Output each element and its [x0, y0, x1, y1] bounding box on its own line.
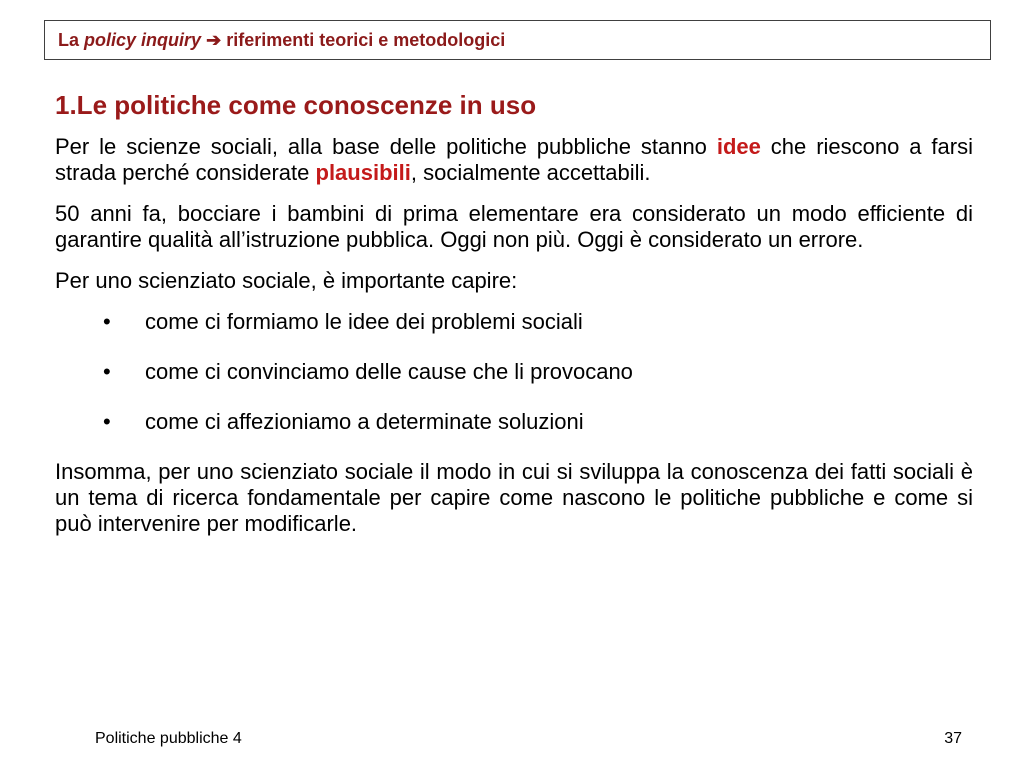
paragraph-ideas [55, 134, 973, 186]
header-prefix: La [58, 30, 80, 50]
list-item [55, 409, 973, 435]
para1-part2: che riescono a farsi strada perché considerate [55, 134, 973, 185]
bullet-icon: • [103, 309, 111, 334]
slide-header-box [44, 20, 991, 60]
bullet-text: come ci affezioniamo a determinate soluzioni [145, 409, 584, 434]
list-item [55, 309, 973, 335]
para1-part3: , socialmente accettabili. [410, 160, 651, 185]
bullet-list [55, 309, 973, 435]
paragraph-example: 50 anni fa, bocciare i bambini di prima elementare era considerato un modo efficiente di garantire qualità all’istruzione pubblica. Oggi non più. Oggi è considerato un errore. [55, 201, 973, 252]
para1-part1: Per le scienze sociali, alla base delle politiche pubbliche stanno [55, 134, 717, 159]
page-number: 37 [944, 730, 962, 747]
paragraph-intro-list: Per uno scienziato sociale, è importante capire: [55, 268, 518, 293]
slide-header-title [58, 30, 505, 51]
arrow-icon: ➔ [206, 30, 222, 50]
slide-heading: 1.Le politiche come conoscenze in uso [55, 90, 537, 120]
highlight-idee: idee [716, 134, 761, 159]
bullet-icon: • [103, 359, 111, 384]
list-item [55, 359, 973, 385]
bullet-text: come ci formiamo le idee dei problemi sociali [145, 309, 583, 334]
paragraph-conclusion: Insomma, per uno scienziato sociale il modo in cui si sviluppa la conoscenza dei fatti sociali è un tema di ricerca fondamentale per capire come nascono le politiche pubbliche e come si può intervenire per modificarle. [55, 459, 973, 536]
slide-content [55, 88, 973, 552]
bullet-text: come ci convinciamo delle cause che li provocano [145, 359, 633, 384]
header-italic: policy inquiry [84, 30, 202, 50]
header-suffix: riferimenti teorici e metodologici [226, 30, 506, 50]
highlight-plausibili: plausibili [315, 160, 411, 185]
footer-course-title: Politiche pubbliche 4 [95, 730, 242, 747]
bullet-icon: • [103, 409, 111, 434]
